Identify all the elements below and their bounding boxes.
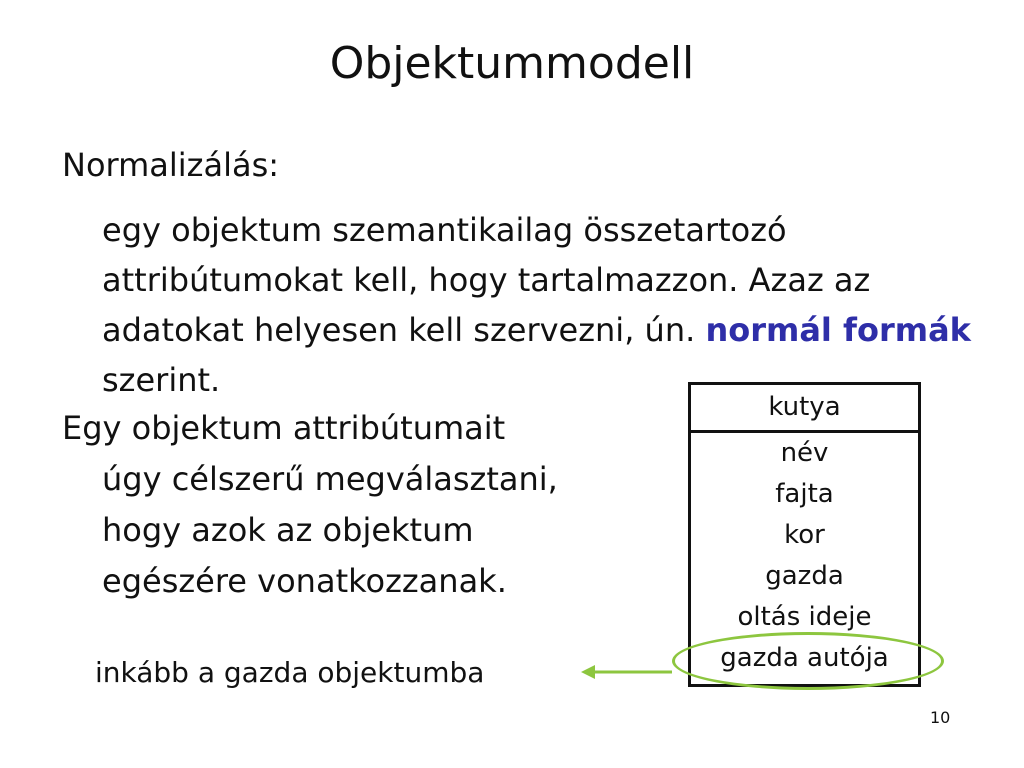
highlight-ellipse [672,632,944,690]
page-number: 10 [930,708,951,727]
normal-forms-emphasis: normál formák [705,311,971,349]
slide-title: Objektummodell [329,38,695,89]
paragraph-text-end: szerint. [102,361,221,399]
bullet-line: hogy azok az objektum [102,511,474,549]
class-attribute: gazda [765,561,844,591]
normalization-heading: Normalizálás: [62,146,280,184]
class-attribute: kor [784,520,825,550]
class-attribute: fajta [775,479,834,509]
class-attribute: oltás ideje [737,602,872,632]
normalization-paragraph [102,205,972,405]
note-text: inkább a gazda objektumba [95,656,485,689]
class-attribute: gazda autója [720,643,889,673]
bullet-line: Egy objektum attribútumait [62,409,506,447]
bullet-line: egészére vonatkozzanak. [102,562,507,600]
paragraph-text-start: egy objektum szemantikailag összetartozó attribútumokat kell, hogy tartalmazzon. Azaz az adatokat helyesen kell szervezni, ún. [102,211,871,349]
bullet-line: úgy célszerű megválasztani, [102,460,558,498]
class-attribute: név [780,438,829,468]
arrow-icon [575,655,675,691]
class-name: kutya [691,385,918,433]
attribute-selection-paragraph [62,403,662,607]
